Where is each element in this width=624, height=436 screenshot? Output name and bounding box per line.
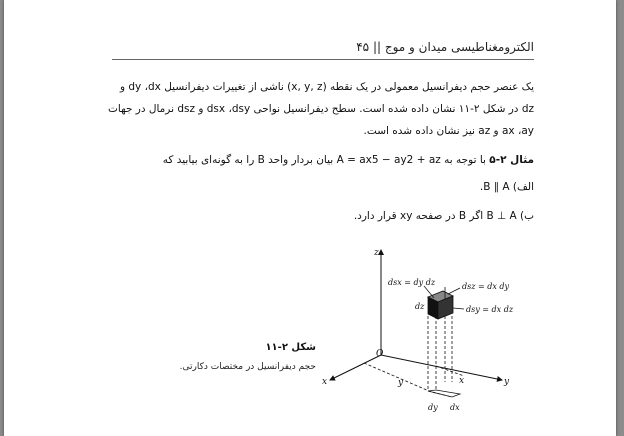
- x-projection-label: x: [459, 376, 465, 386]
- header-separator: ||: [372, 40, 382, 54]
- x-axis-label: x: [322, 377, 328, 387]
- y-axis-line: [381, 355, 502, 380]
- dy-label: dy: [428, 403, 438, 412]
- paragraph-line-3: ax ،ay و az نیز نشان داده شده است.: [363, 125, 534, 137]
- page-number: ۴۵: [356, 40, 370, 54]
- example-part-b: ب) B ⊥ A اگر B در صفحه xy قرار دارد.: [353, 210, 534, 222]
- example-part-a: الف) B ∥ A.: [479, 181, 534, 193]
- y-axis-label: y: [504, 377, 510, 387]
- figure-caption-title: شکل ۲-۱۱: [265, 342, 316, 353]
- z-axis-label: z: [374, 248, 379, 258]
- y-projection-label: y: [398, 378, 404, 388]
- example-label: مثال ۲-۵: [489, 154, 534, 166]
- dsx-label: dsx = dy dz: [388, 278, 436, 287]
- dsz-label: dsz = dx dy: [462, 282, 510, 291]
- differential-cube: [428, 287, 453, 319]
- example-text: با توجه به A = ax5 − ay2 + az بیان بردار واحد B را به گونه‌ای بیابید که: [162, 154, 486, 166]
- paragraph-line-2: dz در شکل ۲-۱۱ نشان داده شده است. سطح دیفرانسیل نواحی dsx ،dsy و dsz نرمال در جهات: [108, 103, 534, 115]
- dsy-label: dsy = dx dz: [466, 305, 514, 314]
- paragraph-line-1: یک عنصر حجم دیفرانسیل معمولی در یک نقطه (x, y, z) ناشی از تغییرات دیفرانسیل dy ،dx و: [119, 81, 534, 93]
- x-axis-line: [330, 355, 381, 380]
- dx-label: dx: [450, 403, 460, 412]
- header-title: الکترومغناطیسی میدان و موج: [384, 40, 534, 54]
- base-footprint: [428, 390, 460, 397]
- dz-label: dz: [415, 302, 425, 311]
- figure-caption-text: حجم دیفرانسیل در مختصات دکارتی.: [179, 362, 316, 372]
- document-page: [4, 0, 616, 436]
- origin-label: O: [376, 349, 384, 359]
